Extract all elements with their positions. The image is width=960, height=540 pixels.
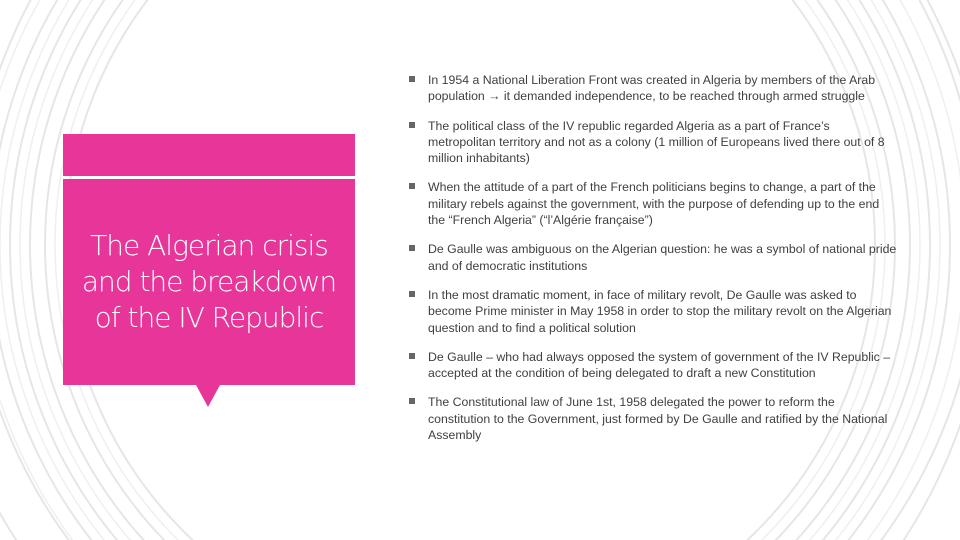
title-pointer-arrow bbox=[196, 385, 220, 407]
bullet-item bbox=[409, 287, 899, 336]
bullet-text: The political class of the IV republic regarded Algeria as a part of France’s metropolitan territory and not as a colony (1 million of Europeans lived there out of 8 million inhabitants) bbox=[428, 118, 885, 166]
bullet-text: De Gaulle – who had always opposed the system of government of the IV Republic – accepted at the condition of being delegated to draft a new Constitution bbox=[428, 349, 891, 381]
square-bullet-icon bbox=[409, 353, 415, 359]
square-bullet-icon bbox=[409, 76, 415, 82]
bullet-text: In 1954 a National Liberation Front was created in Algeria by members of the Arab population → it demanded independence, to be reached through armed struggle bbox=[428, 73, 876, 104]
square-bullet-icon bbox=[409, 183, 415, 189]
bullet-item bbox=[409, 72, 899, 105]
bullet-item bbox=[409, 241, 899, 274]
bullet-item bbox=[409, 394, 899, 443]
title-box bbox=[63, 179, 355, 385]
bullet-text: When the attitude of a part of the French politicians begins to change, a part of the military rebels against the government, with the purpose of defending up to the end the “French Algeria” (“l’Algérie française”) bbox=[428, 180, 880, 228]
bullet-text: The Constitutional law of June 1st, 1958 delegated the power to reform the constitution to the Government, just formed by De Gaulle and ratified by the National Assembly bbox=[428, 395, 888, 443]
square-bullet-icon bbox=[409, 398, 415, 404]
square-bullet-icon bbox=[409, 245, 415, 251]
square-bullet-icon bbox=[409, 122, 415, 128]
slide-title: The Algerian crisis and the breakdown of the IV Republic bbox=[81, 229, 337, 334]
square-bullet-icon bbox=[409, 291, 415, 297]
bullet-item bbox=[409, 179, 899, 228]
bullet-item bbox=[409, 349, 899, 382]
bullet-item bbox=[409, 118, 899, 167]
accent-strip bbox=[63, 134, 355, 176]
bullet-list bbox=[409, 72, 899, 456]
bullet-text: In the most dramatic moment, in face of military revolt, De Gaulle was asked to become Prime minister in May 1958 in order to stop the military revolt on the Algerian question and to find a political solution bbox=[428, 287, 892, 335]
bullet-text: De Gaulle was ambiguous on the Algerian question: he was a symbol of national pride and of democratic institutions bbox=[428, 242, 897, 273]
